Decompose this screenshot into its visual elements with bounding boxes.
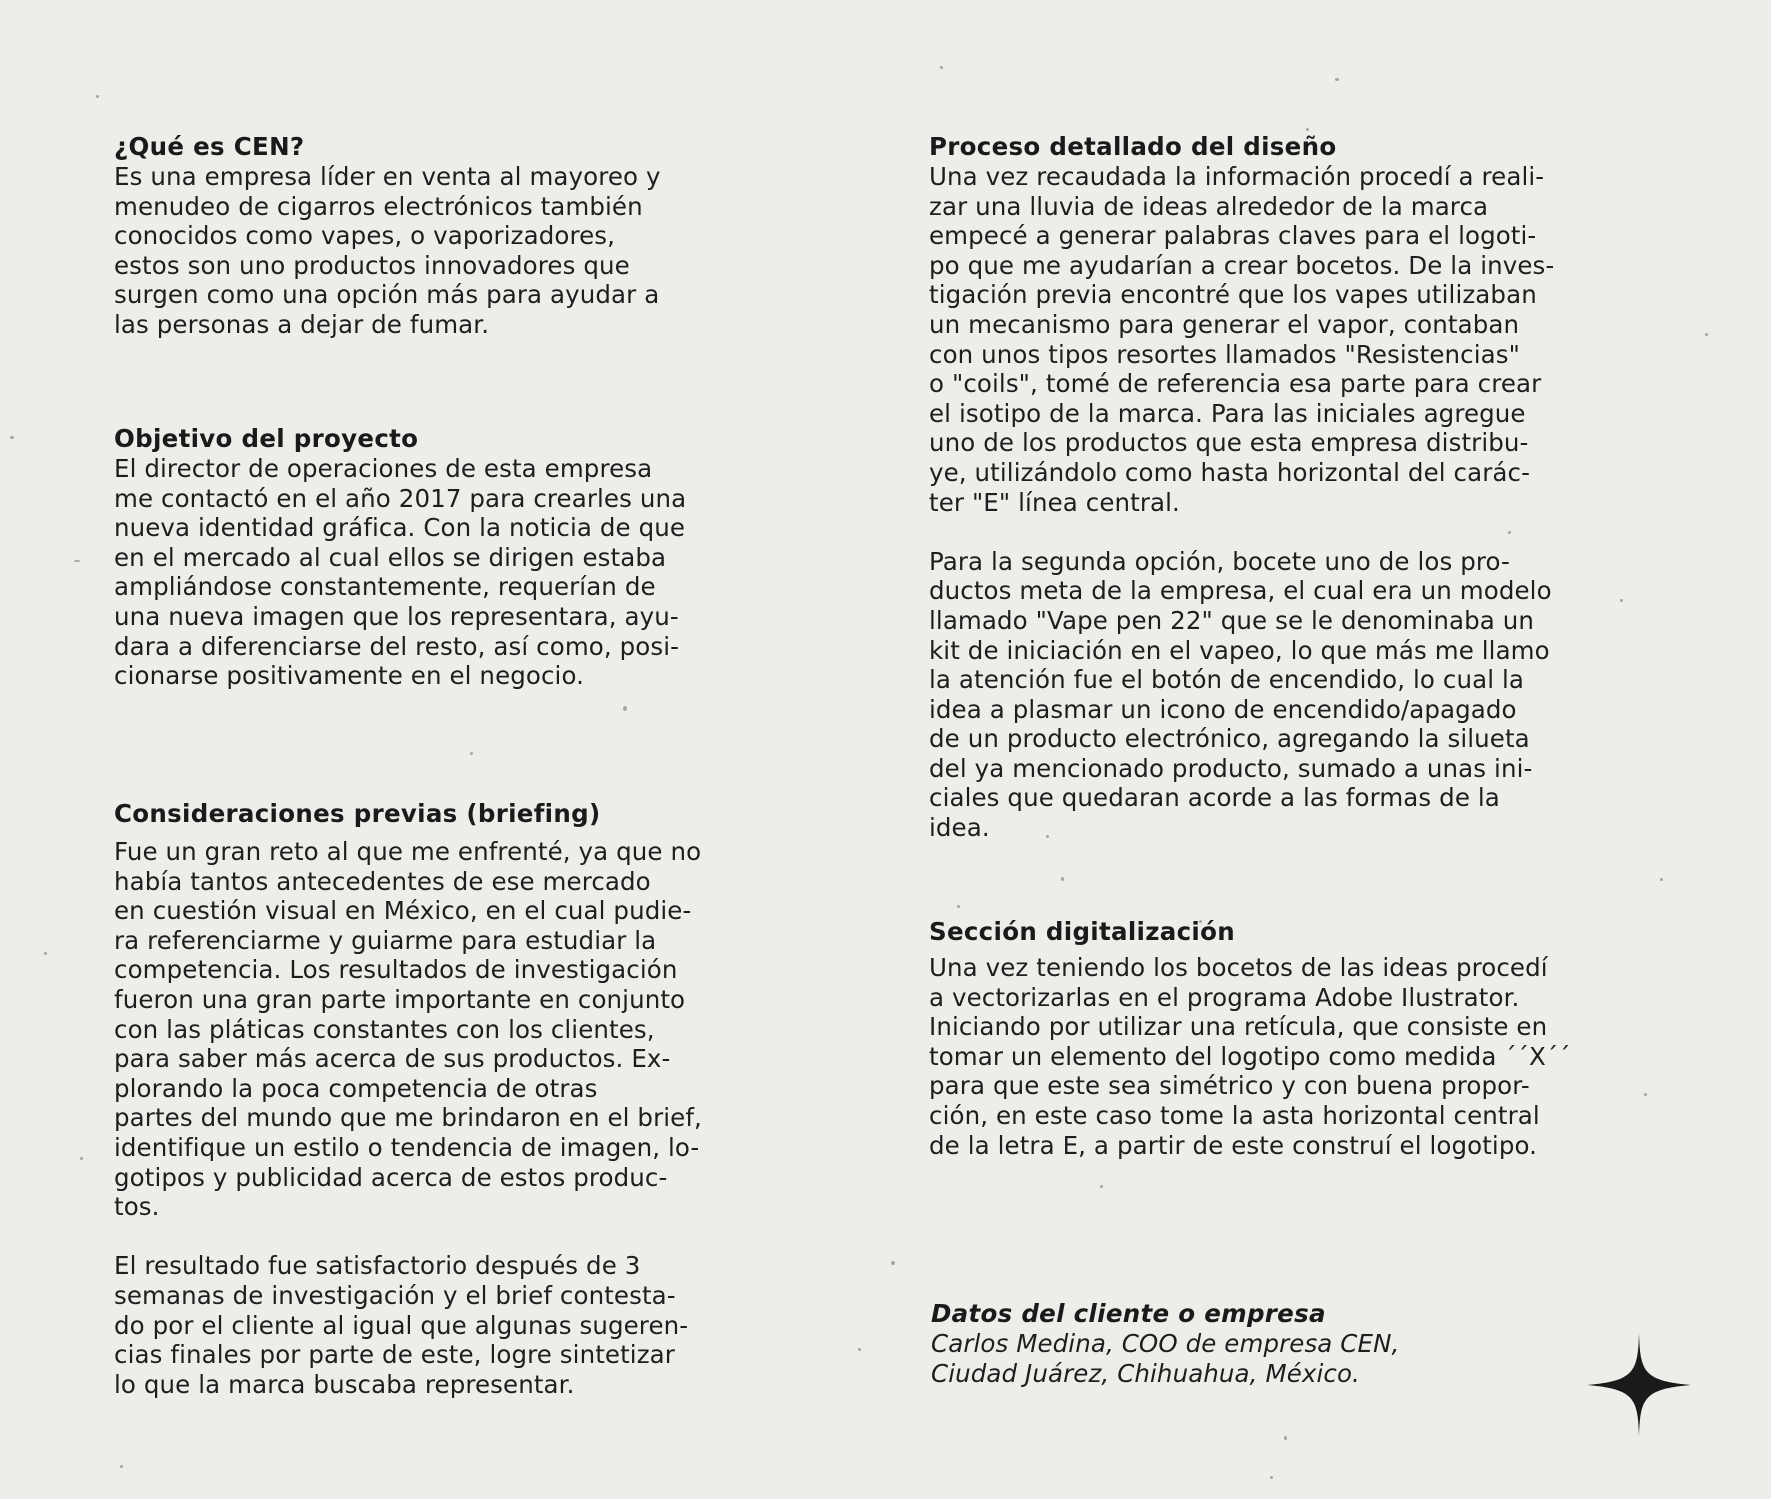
- paper-speck: [957, 905, 960, 908]
- paper-speck: [1306, 128, 1309, 131]
- section-paragraph: Es una empresa líder en venta al mayoreo y menudeo de cigarros electrónicos también conocidos como vapes, o vaporizadores, estos son uno productos innovadores que surgen como una opción más para ayudar a las personas a dejar de fumar.: [114, 162, 661, 339]
- paper-speck: [1644, 1093, 1647, 1096]
- section-consideraciones: [114, 799, 702, 1399]
- paper-speck: [1100, 1185, 1103, 1188]
- paper-speck: [858, 1348, 861, 1351]
- paper-speck: [891, 1261, 895, 1265]
- paper-speck: [80, 1157, 83, 1160]
- four-point-star-icon: [1587, 1333, 1691, 1437]
- section-heading: Consideraciones previas (briefing): [114, 799, 601, 828]
- paper-speck: [1660, 878, 1663, 881]
- paper-speck: [1705, 333, 1708, 336]
- paper-speck: [1061, 877, 1064, 881]
- paper-speck: [1284, 1436, 1287, 1440]
- paper-speck: [1335, 78, 1339, 81]
- paper-speck: [1620, 599, 1623, 602]
- paper-speck: [74, 560, 80, 562]
- section-objetivo: [114, 424, 686, 691]
- paper-speck: [1270, 1476, 1273, 1479]
- paper-speck: [623, 706, 627, 711]
- section-paragraph: El director de operaciones de esta empresa me contactó en el año 2017 para crearles una nueva identidad gráfica. Con la noticia de que en el mercado al cual ellos se dirigen estaba ampliándose constantemente, requerían de una nueva imagen que los representara, ayu- dara a diferenciarse del resto, así como, posi- cionarse positivamente en el negocio.: [114, 454, 687, 691]
- paper-speck: [120, 1465, 123, 1468]
- paper-speck: [44, 952, 47, 955]
- section-paragraph: El resultado fue satisfactorio después de 3 semanas de investigación y el brief contesta- do por el cliente al igual que algunas sugeren- cias finales por parte de este, logre sintetizar lo que la marca buscaba representar.: [114, 1251, 689, 1399]
- paper-speck: [96, 95, 99, 98]
- paper-speck: [10, 436, 14, 439]
- section-heading: Proceso detallado del diseño: [929, 132, 1337, 161]
- section-paragraph: Carlos Medina, COO de empresa CEN, Ciudad Juárez, Chihuahua, México.: [931, 1329, 1400, 1388]
- section-datos-cliente: [931, 1299, 1399, 1388]
- section-heading: Objetivo del proyecto: [114, 424, 419, 453]
- paper-speck: [470, 752, 473, 755]
- section-paragraph: Para la segunda opción, bocete uno de los pro- ductos meta de la empresa, el cual era un modelo llamado "Vape pen 22" que se le denominaba un kit de iniciación en el vapeo, lo que más me llamo la atención fue el botón de encendido, lo cual la idea a plasmar un icono de encendido/apagado de un producto electrónico, agregando la silueta del ya mencionado producto, sumado a unas ini- ciales que quedaran acorde a las formas de la idea.: [929, 546, 1552, 843]
- section-heading: ¿Qué es CEN?: [114, 132, 305, 161]
- section-proceso: [929, 132, 1554, 843]
- paper-speck: [940, 66, 943, 69]
- section-paragraph: Fue un gran reto al que me enfrenté, ya que no había tantos antecedentes de ese mercado en cuestión visual en México, en el cual pudie- ra referenciarme y guiarme para estudiar la competencia. Los resultados de investigación fueron una gran parte importante en conjunto con las pláticas constantes con los clientes, para saber más acerca de sus productos. Ex- plorando la poca competencia de otras partes del mundo que me brindaron en el brief, identifique un estilo o tendencia de imagen, lo- gotipos y publicidad acerca de estos produc- tos.: [114, 837, 702, 1222]
- section-digitalizacion: [929, 917, 1571, 1160]
- section-paragraph: Una vez recaudada la información procedí a reali- zar una lluvia de ideas alrededor de la marca empecé a generar palabras claves para el logoti- po que me ayudarían a crear bocetos. De la inves- tigación previa encontré que los vapes utilizaban un mecanismo para generar el vapor, contaban con unos tipos resortes llamados "Resistencias" o "coils", tomé de referencia esa parte para crear el isotipo de la marca. Para las iniciales agregue uno de los productos que esta empresa distribu- ye, utilizándolo como hasta horizontal del carác- ter "E" línea central.: [929, 162, 1555, 517]
- section-que-es-cen: [114, 132, 661, 340]
- section-paragraph: Una vez teniendo los bocetos de las ideas procedí a vectorizarlas en el programa Adobe Ilustrator. Iniciando por utilizar una retícula, que consiste en tomar un elemento del logotipo como medida ´´X´´ para que este sea simétrico y con buena propor- ción, en este caso tome la asta horizontal central de la letra E, a partir de este construí el logotipo.: [929, 953, 1571, 1160]
- section-heading: Datos del cliente o empresa: [931, 1299, 1326, 1328]
- section-heading: Sección digitalización: [929, 917, 1236, 946]
